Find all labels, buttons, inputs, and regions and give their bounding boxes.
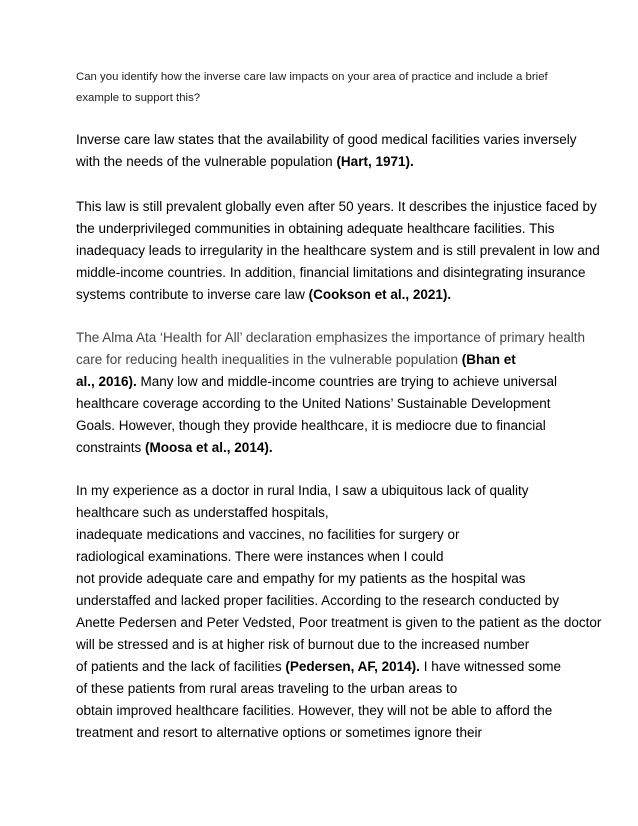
citation-bhan-part-1: (Bhan et: [461, 352, 516, 367]
paragraph-2-line-4: middle-income countries. In addition, financial limitations and disintegrating insurance: [76, 265, 586, 280]
paragraph-4-line-6: understaffed and lacked proper facilities. According to the research conducted by: [76, 593, 560, 608]
paragraph-4-line-5: not provide adequate care and empathy for my patients as the hospital was: [76, 571, 526, 586]
citation-moosa: (Moosa et al., 2014).: [145, 440, 273, 455]
paragraph-2-text: systems contribute to inverse care law: [76, 287, 309, 302]
paragraph-4-line-1: In my experience as a doctor in rural India, I saw a ubiquitous lack of quality: [76, 483, 529, 498]
citation-cookson: (Cookson et al., 2021).: [308, 287, 452, 302]
paragraph-4-text-2: I have witnessed some: [419, 659, 562, 674]
paragraph-3-line-4: healthcare coverage according to the United Nations’ Sustainable Development: [76, 396, 551, 411]
paragraph-4-text: of patients and the lack of facilities: [76, 659, 286, 674]
paragraph-4-line-12: treatment and resort to alternative options or sometimes ignore their: [76, 725, 482, 740]
paragraph-3-text: care for reducing health inequalities in the vulnerable population: [76, 352, 462, 367]
paragraph-1-text: with the needs of the vulnerable population: [76, 154, 337, 169]
paragraph-3-text-3: constraints: [76, 440, 146, 455]
paragraph-4-line-10: of these patients from rural areas traveling to the urban areas to: [76, 681, 458, 696]
citation-hart: (Hart, 1971).: [336, 154, 414, 169]
paragraph-3-line-2: [76, 352, 516, 367]
paragraph-4-line-11: obtain improved healthcare facilities. However, they will not be able to afford the: [76, 703, 553, 718]
paragraph-3-line-6: [76, 440, 273, 455]
paragraph-3-line-1: The Alma Ata ‘Health for All’ declaration emphasizes the importance of primary health: [76, 330, 586, 345]
question-line-1: Can you identify how the inverse care law impacts on your area of practice and include a brief: [76, 71, 548, 83]
question-line-2: example to support this?: [76, 92, 201, 104]
paragraph-1-line-2: [76, 154, 414, 169]
paragraph-2-line-1: This law is still prevalent globally even after 50 years. It describes the injustice faced by: [76, 199, 597, 214]
paragraph-4-line-8: will be stressed and is at higher risk of burnout due to the increased number: [76, 637, 530, 652]
paragraph-4-line-7: Anette Pedersen and Peter Vedsted, Poor treatment is given to the patient as the doctor: [76, 615, 602, 630]
paragraph-4-line-9: [76, 659, 561, 674]
paragraph-4-line-3: inadequate medications and vaccines, no facilities for surgery or: [76, 527, 460, 542]
paragraph-3-line-5: Goals. However, though they provide healthcare, it is mediocre due to financial: [76, 418, 546, 433]
paragraph-3-line-3: [76, 374, 557, 389]
paragraph-4-line-4: radiological examinations. There were instances when I could: [76, 549, 444, 564]
paragraph-3-text-2: Many low and middle-income countries are trying to achieve universal: [136, 374, 557, 389]
paragraph-2-line-3: inadequacy leads to irregularity in the healthcare system and is still prevalent in low and: [76, 243, 600, 258]
paragraph-4-line-2: healthcare such as understaffed hospitals,: [76, 505, 329, 520]
citation-pedersen: (Pedersen, AF, 2014).: [285, 659, 420, 674]
citation-bhan-part-2: al., 2016).: [76, 374, 137, 389]
paragraph-2-line-5: [76, 287, 451, 302]
paragraph-1-line-1: Inverse care law states that the availability of good medical facilities varies inversely: [76, 132, 577, 147]
paragraph-2-line-2: the underprivileged communities in obtaining adequate healthcare facilities. This: [76, 221, 555, 236]
